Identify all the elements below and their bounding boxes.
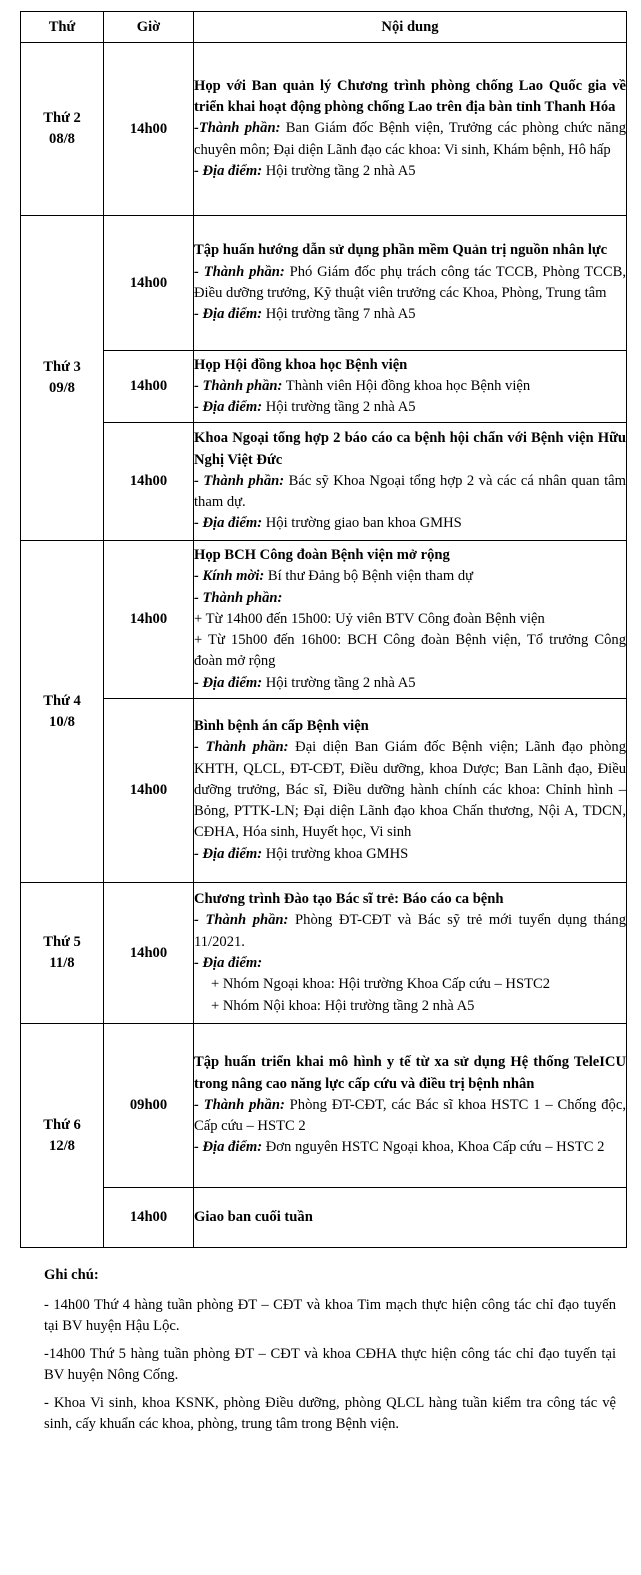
event-title: Họp BCH Công đoàn Bệnh viện mở rộng [194,546,450,563]
participants-label: - Thành phần: [194,739,289,756]
event-participants [194,376,626,397]
event-title: Giao ban cuối tuần [194,1208,313,1225]
location-label: - Địa điểm: [194,674,263,691]
event-title: Họp Hội đồng khoa học Bệnh viện [194,356,408,373]
event-title: Tập huấn triển khai mô hình y tế từ xa sử dụng Hệ thống TeleICU trong nâng cao năng lực cấp cứu và điều trị bệnh nhân [194,1054,626,1092]
location-text: Hội trường giao ban khoa GMHS [262,515,462,532]
day-name: Thứ 5 [43,934,81,950]
location-line: + Nhóm Nội khoa: Hội trường tầng 2 nhà A5 [211,997,475,1014]
event-content [194,423,627,541]
table-row [21,1024,627,1188]
event-participants [194,910,626,953]
event-participants [194,118,626,161]
event-title: Bình bệnh án cấp Bệnh viện [194,717,369,734]
day-date: 09/8 [49,380,75,396]
note-item: - 14h00 Thứ 4 hàng tuần phòng ĐT – CĐT và khoa Tim mạch thực hiện công tác chỉ đạo tuyến tại BV huyện Hậu Lộc. [44,1297,616,1334]
participants-text: Phó Giám đốc phụ trách công tác TCCB, Phòng TCCB, Điều dưỡng trưởng, Kỹ thuật viên trưởng các Khoa, Phòng, Trung tâm [194,263,626,301]
event-title: Họp với Ban quản lý Chương trình phòng chống Lao Quốc gia về triển khai hoạt động phòng chống Lao trên địa bàn tỉnh Thanh Hóa [194,77,626,116]
location-text: Hội trường tầng 2 nhà A5 [262,399,416,416]
event-location [194,1137,626,1158]
location-label: - Địa điểm: [194,399,263,416]
participants-label: - Thành phần: [194,1096,285,1113]
time-cell: 14h00 [104,423,194,541]
event-content [194,216,627,351]
location-text: Hội trường khoa GMHS [262,845,409,862]
event-location [194,397,626,418]
location-text: Hội trường tầng 2 nhà A5 [262,162,416,179]
event-location [194,513,626,534]
day-name: Thứ 6 [43,1116,81,1133]
day-date: 11/8 [49,955,75,971]
day-date: 12/8 [49,1137,75,1154]
participants-label: - Thành phần: [194,912,289,929]
notes-section [44,1265,616,1442]
note-item: -14h00 Thứ 5 hàng tuần phòng ĐT – CĐT và khoa CĐHA thực hiện công tác chỉ đạo tuyến tại BV huyện Nông Cống. [44,1346,616,1383]
header-time: Giờ [104,12,194,43]
table-row [21,423,627,541]
table-row [21,541,627,699]
header-day: Thứ [21,12,104,43]
location-text: Hội trường tầng 2 nhà A5 [262,674,416,691]
day-name: Thứ 4 [43,692,81,709]
schedule-table [20,11,627,1248]
event-participants [194,1095,626,1138]
day-date: 08/8 [49,131,75,147]
participants-text: Thành viên Hội đồng khoa học Bệnh viện [282,377,531,394]
event-title: Chương trình Đào tạo Bác sĩ trẻ: Báo cáo ca bệnh [194,891,504,908]
location-line: + Nhóm Ngoại khoa: Hội trường Khoa Cấp cứu – HSTC2 [211,976,551,993]
participants-text: Ban Giám đốc Bệnh viện, Trưởng các phòng chức năng chuyên môn; Đại diện Lãnh đạo các khoa: Vi sinh, Khám bệnh, Hô hấp [194,120,626,158]
location-label: - Địa điểm: [194,845,263,862]
day-cell [21,216,104,541]
day-name: Thứ 2 [43,110,81,126]
location-label: - Địa điểm: [194,1139,263,1156]
location-label: - Địa điểm: [194,306,263,323]
time-cell: 14h00 [104,43,194,216]
day-cell [21,883,104,1024]
day-name: Thứ 3 [43,359,81,375]
participants-label: - Thành phần: [194,263,285,280]
table-row [21,699,627,883]
table-row [21,883,627,1024]
invite-label: - Kính mời: [194,568,265,585]
header-content: Nội dung [194,12,627,43]
location-label: - Địa điểm: [194,515,263,532]
participants-text: Phòng ĐT-CĐT và Bác sỹ trẻ mới tuyển dụng tháng 11/2021. [194,912,626,950]
day-cell [21,541,104,883]
note-item: - Khoa Vi sinh, khoa KSNK, phòng Điều dưỡng, phòng QLCL hàng tuần kiểm tra công tác vệ sinh, cấy khuẩn các khoa, phòng, trung tâm trong Bệnh viện. [44,1395,616,1432]
day-cell [21,43,104,216]
participant-line: + Từ 15h00 đến 16h00: BCH Công đoàn Bệnh viện, Tổ trưởng Công đoàn mở rộng [194,632,626,670]
table-row [21,216,627,351]
event-participants [194,471,626,514]
event-invite [194,566,626,587]
participants-label: - Thành phần: [194,589,283,606]
event-content [194,351,627,423]
time-cell: 09h00 [104,1024,194,1188]
participants-text: Đại diện Ban Giám đốc Bệnh viện; Lãnh đạo phòng KHTH, QLCL, ĐT-CĐT, Điều dưỡng, khoa Dược; Ban Lãnh đạo, Điều dưỡng trưởng, Bác sĩ, Điều dưỡng hành chính các khoa: Chỉnh hình – Bỏng, PTTK-LN; Đại diện Lãnh đạo khoa Chấn thương, Nội A, TDCN, CĐHA, Hóa sinh, Huyết học, Vi sinh [194,739,626,841]
table-row [21,351,627,423]
time-cell: 14h00 [104,1188,194,1248]
event-title: Khoa Ngoại tổng hợp 2 báo cáo ca bệnh hội chẩn với Bệnh viện Hữu Nghị Việt Đức [194,430,626,468]
event-content [194,43,627,216]
event-location [194,161,626,182]
time-cell: 14h00 [104,883,194,1024]
event-location [194,844,626,865]
event-content [194,883,627,1024]
event-content [194,1024,627,1188]
event-participants [194,737,626,843]
header-row [21,12,627,43]
location-text: Đơn nguyên HSTC Ngoại khoa, Khoa Cấp cứu – HSTC 2 [262,1139,605,1156]
event-content [194,1188,627,1248]
time-cell: 14h00 [104,699,194,883]
event-participants [194,262,626,305]
participants-label: -Thành phần: [194,120,281,137]
time-cell: 14h00 [104,541,194,699]
event-location [194,304,626,325]
day-date: 10/8 [49,713,75,730]
table-row [21,1188,627,1248]
participants-text: Phòng ĐT-CĐT, các Bác sĩ khoa HSTC 1 – Chống độc, Cấp cứu – HSTC 2 [194,1096,626,1135]
day-cell [21,1024,104,1248]
location-label: - Địa điểm: [194,162,263,179]
time-cell: 14h00 [104,351,194,423]
invite-text: Bí thư Đảng bộ Bệnh viện tham dự [264,568,474,585]
time-cell: 14h00 [104,216,194,351]
participant-line: + Từ 14h00 đến 15h00: Uỷ viên BTV Công đoàn Bệnh viện [194,610,545,627]
participants-label: - Thành phần: [194,377,283,394]
location-label: - Địa điểm: [194,955,263,971]
event-title: Tập huấn hướng dẫn sử dụng phần mềm Quản trị nguồn nhân lực [194,242,608,259]
location-text: Hội trường tầng 7 nhà A5 [262,306,416,323]
participants-label: - Thành phần: [194,472,285,489]
notes-heading: Ghi chú: [44,1267,99,1283]
participants-text: Bác sỹ Khoa Ngoại tổng hợp 2 và các cá nhân quan tâm tham dự. [194,472,626,511]
event-location [194,673,626,694]
event-content [194,541,627,699]
event-content [194,699,627,883]
table-row [21,43,627,216]
